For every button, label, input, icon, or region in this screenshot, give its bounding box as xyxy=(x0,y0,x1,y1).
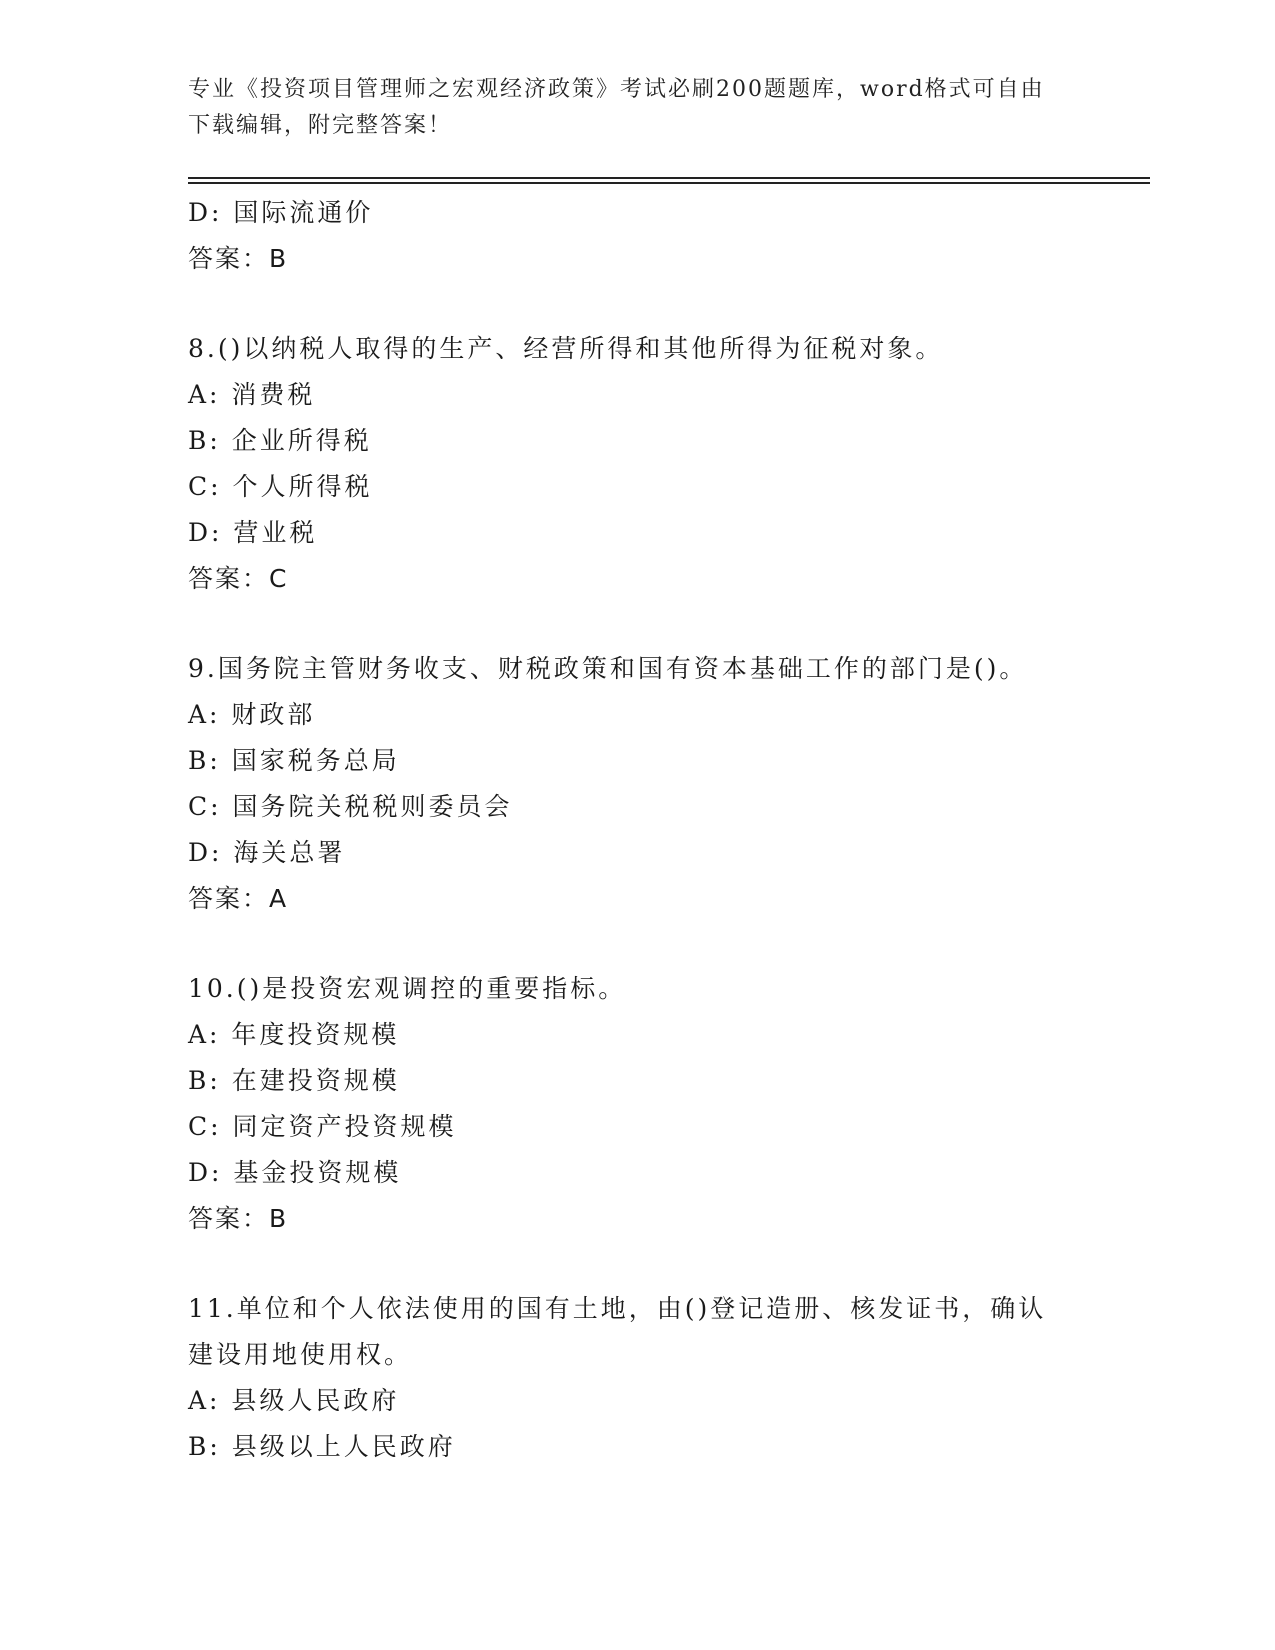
option-b: B: 国家税务总局 xyxy=(188,746,400,775)
question-stem: 9.国务院主管财务收支、财税政策和国有资本基础工作的部门是()。 xyxy=(188,654,1028,683)
answer-line: 答案：B xyxy=(188,1204,289,1233)
option-c: C: 个人所得税 xyxy=(188,472,373,501)
question-11 xyxy=(188,1286,1088,1470)
header-line-1: 专业《投资项目管理师之宏观经济政策》考试必刷200题题库，word格式可自由 xyxy=(188,77,1045,102)
option-a: A: 年度投资规模 xyxy=(188,1020,400,1049)
option-a: A: 县级人民政府 xyxy=(188,1386,400,1415)
header-divider-top xyxy=(188,177,1150,179)
option-c: C: 同定资产投资规模 xyxy=(188,1112,457,1141)
question-stem-line-1: 11.单位和个人依法使用的国有土地，由()登记造册、核发证书，确认 xyxy=(188,1294,1047,1323)
question-8 xyxy=(188,326,1088,602)
header-line-2: 下载编辑，附完整答案！ xyxy=(188,113,453,138)
question-9 xyxy=(188,646,1088,922)
option-b: B: 县级以上人民政府 xyxy=(188,1432,456,1461)
option-c: C: 国务院关税税则委员会 xyxy=(188,792,513,821)
option-a: A: 消费税 xyxy=(188,380,316,409)
option-d: D: 国际流通价 xyxy=(188,198,374,227)
answer-line: 答案：B xyxy=(188,244,289,273)
option-d: D: 海关总署 xyxy=(188,838,346,867)
question-stem-line-2: 建设用地使用权。 xyxy=(188,1340,413,1369)
question-list xyxy=(188,190,1088,1470)
previous-question-tail xyxy=(188,190,1088,282)
header-divider-bottom xyxy=(188,182,1150,184)
option-b: B: 企业所得税 xyxy=(188,426,372,455)
question-stem: 10.()是投资宏观调控的重要指标。 xyxy=(188,974,627,1003)
document-header xyxy=(188,72,1068,144)
option-b: B: 在建投资规模 xyxy=(188,1066,400,1095)
answer-line: 答案：C xyxy=(188,564,289,593)
option-d: D: 基金投资规模 xyxy=(188,1158,402,1187)
answer-line: 答案：A xyxy=(188,884,289,913)
question-10 xyxy=(188,966,1088,1242)
option-d: D: 营业税 xyxy=(188,518,318,547)
option-a: A: 财政部 xyxy=(188,700,316,729)
question-stem: 8.()以纳税人取得的生产、经营所得和其他所得为征税对象。 xyxy=(188,334,944,363)
